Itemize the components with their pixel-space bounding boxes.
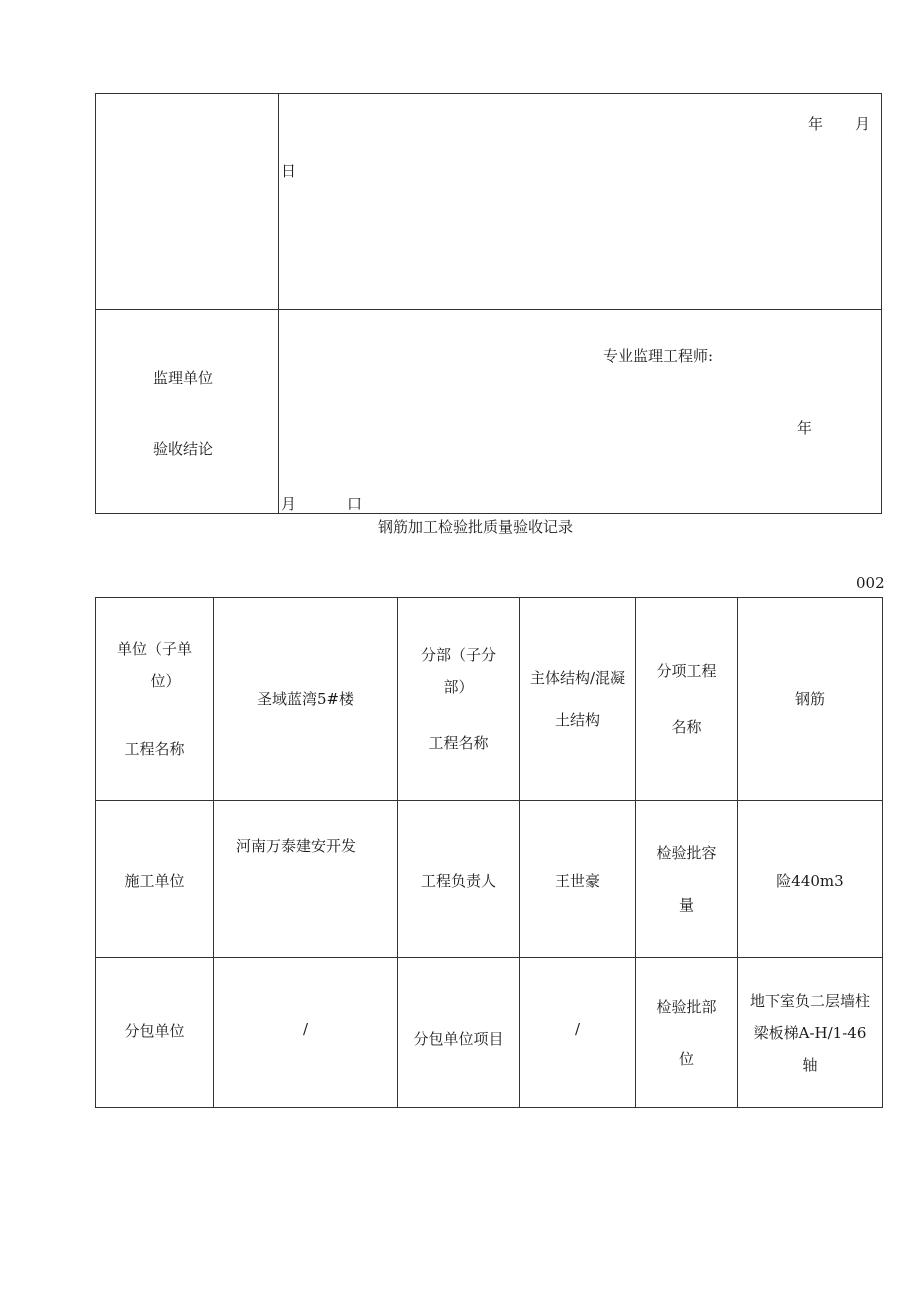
subcontractor-project-value-text: / xyxy=(574,1019,581,1038)
row2-year: 年 xyxy=(797,419,813,437)
inspection-location-label xyxy=(636,958,737,1107)
row1-day: 日 xyxy=(281,162,297,180)
contractor-label-text: 施工单位 xyxy=(124,872,185,890)
unit-label-line2: 位） xyxy=(150,672,181,690)
subcontractor-label-text: 分包单位 xyxy=(124,1021,185,1040)
subcontractor-project-label xyxy=(398,958,519,1107)
project-manager-label xyxy=(398,801,519,957)
division-project-name-label xyxy=(398,598,519,800)
inspection-capacity-value xyxy=(738,801,882,957)
unit-project-name-label xyxy=(96,598,213,800)
unit-label-line3: 工程名称 xyxy=(124,740,185,758)
location-label-line2: 位 xyxy=(678,1049,694,1068)
row2-month: 月 xyxy=(281,495,297,513)
supervision-unit-label: 监理单位 xyxy=(153,369,214,387)
capacity-label-line1: 检验批容 xyxy=(656,844,717,862)
row1-year: 年 xyxy=(808,115,824,133)
subcontractor-project-value xyxy=(520,958,635,1107)
unit-label-line1: 单位（子单 xyxy=(116,640,192,658)
unit-project-name-value xyxy=(214,598,397,800)
row2-day: 口 xyxy=(347,495,363,513)
form-title: 钢筋加工检验批质量验收记录 xyxy=(378,518,574,536)
top-table xyxy=(95,93,882,514)
sub-item-name-label xyxy=(636,598,737,800)
item-label-line2: 名称 xyxy=(671,718,702,736)
acceptance-conclusion-label: 验收结论 xyxy=(153,440,214,458)
location-value-line3: 轴 xyxy=(802,1055,818,1074)
division-value-line1: 主体结构/混凝 xyxy=(529,669,626,687)
manager-label-text: 工程负责人 xyxy=(420,872,496,890)
contractor-label xyxy=(96,801,213,957)
subcontractor-value xyxy=(214,958,397,1107)
subcontractor-label xyxy=(96,958,213,1107)
division-project-name-value xyxy=(520,598,635,800)
division-label-line2: 部） xyxy=(443,678,474,696)
item-value-text: 钢筋 xyxy=(794,690,825,708)
contractor-value: 河南万泰建安开发 xyxy=(236,837,357,855)
supervising-engineer-label: 专业监理工程师: xyxy=(603,347,714,365)
location-value-line1: 地下室负二层墙柱 xyxy=(749,991,870,1010)
division-value-line2: 土结构 xyxy=(554,711,600,729)
top-table-row-divider xyxy=(95,309,882,310)
capacity-label-line2: 量 xyxy=(678,896,694,914)
manager-value-text: 王世豪 xyxy=(554,872,600,890)
sub-item-name-value xyxy=(738,598,882,800)
division-label-line3: 工程名称 xyxy=(428,734,489,752)
location-label-line1: 检验批部 xyxy=(656,997,717,1016)
subcontractor-value-text: / xyxy=(302,1019,309,1038)
location-value-line2: 梁板梯A-H/1-46 xyxy=(753,1023,867,1042)
inspection-location-value xyxy=(738,958,882,1107)
unit-value-text: 圣域蓝湾5#楼 xyxy=(256,690,355,708)
division-label-line1: 分部（子分 xyxy=(420,646,496,664)
item-label-line1: 分项工程 xyxy=(656,662,717,680)
subcontractor-project-label-text: 分包单位项目 xyxy=(413,1029,504,1048)
form-number: 002 xyxy=(856,574,885,592)
project-manager-value xyxy=(520,801,635,957)
inspection-capacity-label xyxy=(636,801,737,957)
row1-month: 月 xyxy=(855,115,871,133)
top-table-divider xyxy=(278,93,279,514)
capacity-value-text: 险440m3 xyxy=(776,872,844,890)
